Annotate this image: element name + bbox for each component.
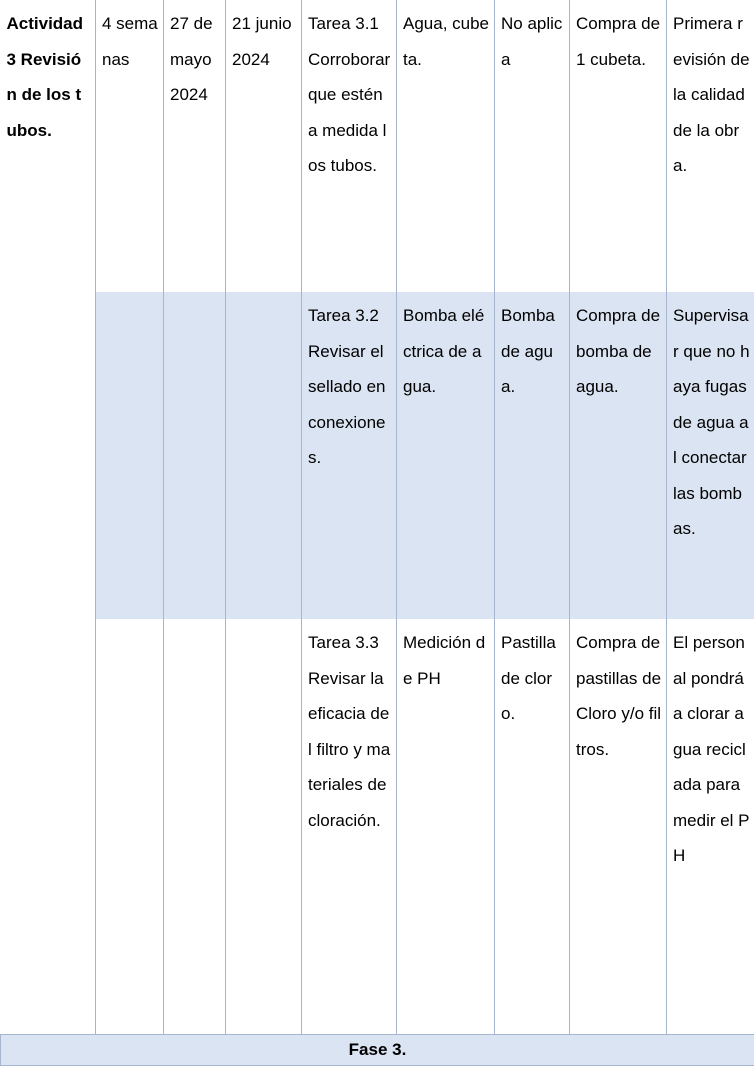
materials-cell: Bomba eléctrica de agua. [397,292,495,619]
start-date-cell [164,292,226,619]
end-date-cell [226,292,302,619]
phase-label: Fase 3. [1,1035,754,1066]
duration-cell [96,292,164,619]
task-cell: Tarea 3.2 Revisar el sellado en conexiones. [302,292,397,619]
task-cell: Tarea 3.1 Corroborar que estén a medida los tubos. [302,0,397,292]
cost-cell: Compra de bomba de agua. [570,292,667,619]
equipment-cell: Pastilla de cloro. [495,619,570,1035]
equipment-cell: No aplica [495,0,570,292]
table-footer-row [1,1035,754,1066]
table-row [1,0,754,292]
duration-cell [96,619,164,1035]
table-row [1,619,754,1035]
equipment-cell: Bomba de agua. [495,292,570,619]
observations-cell: Supervisar que no haya fugas de agua al conectar las bombas. [667,292,754,619]
observations-cell: Primera revisión de la calidad de la obra. [667,0,754,292]
end-date-cell: 21 junio 2024 [226,0,302,292]
activity-cell [1,619,96,1035]
task-cell: Tarea 3.3 Revisar la eficacia del filtro y materiales de cloración. [302,619,397,1035]
end-date-cell [226,619,302,1035]
observations-cell: El personal pondrá a clorar agua reciclada para medir el PH [667,619,754,1035]
cost-cell: Compra de pastillas de Cloro y/o filtros. [570,619,667,1035]
table-row [1,292,754,619]
materials-cell: Medición de PH [397,619,495,1035]
start-date-cell: 27 de mayo 2024 [164,0,226,292]
duration-cell: 4 semanas [96,0,164,292]
activity-cell [1,292,96,619]
materials-cell: Agua, cubeta. [397,0,495,292]
start-date-cell [164,619,226,1035]
activity-cell: Actividad 3 Revisión de los tubos. [1,0,96,292]
cost-cell: Compra de 1 cubeta. [570,0,667,292]
